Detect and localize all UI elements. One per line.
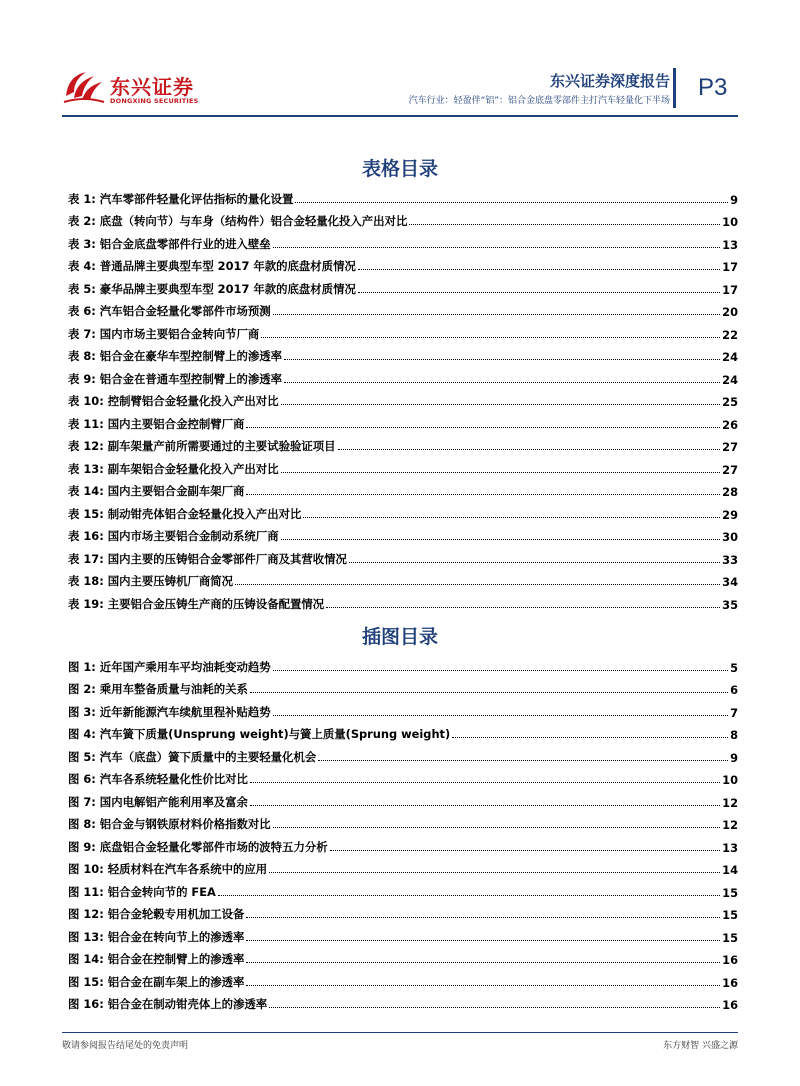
toc-entry-page: 12 [722,795,738,810]
toc-entry-page: 24 [722,350,738,364]
toc-entry-page: 6 [730,683,738,697]
toc-entry[interactable] [68,387,738,410]
toc-entry-label: 图 4: 汽车簧下质量(Unsprung weight)与簧上质量(Sprung weight) [68,727,451,741]
toc-entry-label: 表 9: 铝合金在普通车型控制臂上的渗透率 [68,371,283,386]
toc-leader-dots [326,607,720,608]
toc-leader-dots [218,895,720,896]
toc-entry-label: 表 1: 汽车零部件轻量化评估指标的量化设置 [68,191,294,206]
toc-entry[interactable] [68,967,738,990]
toc-entry-page: 26 [722,417,738,432]
toc-leader-dots [273,827,720,828]
toc-entry-page: 16 [722,998,738,1012]
toc-entry-label: 图 7: 国内电解铝产能利用率及富余 [68,794,248,809]
toc-entry-page: 9 [730,750,738,765]
toc-leader-dots [246,940,720,941]
toc-entry-label: 图 2: 乘用车整备质量与油耗的关系 [68,682,248,696]
footer-rule [62,1032,738,1033]
toc-entry[interactable] [68,454,738,477]
toc-entry[interactable] [68,274,738,297]
toc-leader-dots [273,247,720,248]
toc-entry-page: 5 [730,660,738,675]
toc-entry-page: 30 [722,530,738,544]
toc-entry-label: 表 6: 汽车铝合金轻量化零部件市场预测 [68,304,271,318]
toc-entry-label: 表 19: 主要铝合金压铸生产商的压铸设备配置情况 [68,596,325,611]
toc-leader-dots [273,314,720,315]
toc-entry-page: 35 [722,597,738,612]
report-subtitle: 汽车行业：轻盈伴“铝”：铝合金底盘零部件主打汽车轻量化下半场 [408,96,670,106]
toc-entry-page: 16 [722,975,738,990]
toc-entry-page: 7 [730,705,738,720]
toc-entry-page: 13 [722,237,738,252]
toc-leader-dots [250,692,728,693]
footer-slogan: 东方财智 兴盛之源 [663,1041,738,1051]
toc-entry[interactable] [68,432,738,455]
logo-emblem-icon [62,66,106,106]
toc-entry-label: 表 14: 国内主要铝合金副车架厂商 [68,484,245,498]
toc-entry-page: 29 [722,507,738,522]
toc-leader-dots [281,539,721,540]
toc-entry-page: 10 [722,215,738,229]
toc-entry[interactable] [68,945,738,968]
page-header [62,64,738,122]
toc-entry-page: 9 [730,192,738,207]
toc-entry-label: 表 2: 底盘（转向节）与车身（结构件）铝合金轻量化投入产出对比 [68,214,408,228]
toc-entry[interactable] [68,342,738,365]
toc-entry[interactable] [68,720,738,743]
toc-entry-label: 图 8: 铝合金与钢铁原材料价格指数对比 [68,817,271,831]
toc-leader-dots [246,962,720,963]
logo-subtext: DONGXING SECURITIES [110,97,199,105]
toc-entry-label: 图 14: 铝合金在控制臂上的渗透率 [68,952,245,966]
toc-entry-label: 表 5: 豪华品牌主要典型车型 2017 年款的底盘材质情况 [68,281,356,296]
tables-toc-list [68,184,738,612]
toc-entry-page: 17 [722,282,738,297]
toc-entry-page: 14 [722,863,738,877]
toc-entry-page: 20 [722,305,738,319]
toc-entry-label: 表 3: 铝合金底盘零部件行业的进入壁垒 [68,236,271,251]
toc-entry-page: 17 [722,260,738,274]
toc-entry-page: 34 [722,575,738,589]
toc-entry-label: 图 11: 铝合金转向节的 FEA [68,884,216,899]
toc-entry-label: 图 5: 汽车（底盘）簧下质量中的主要轻量化机会 [68,749,317,764]
toc-leader-dots [246,917,720,918]
toc-entry[interactable] [68,364,738,387]
toc-entry[interactable] [68,922,738,945]
toc-entry-label: 表 11: 国内主要铝合金控制臂厂商 [68,416,245,431]
toc-entry-label: 表 16: 国内市场主要铝合金制动系统厂商 [68,529,279,543]
toc-entry[interactable] [68,787,738,810]
toc-entry-label: 表 13: 副车架铝合金轻量化投入产出对比 [68,461,279,476]
toc-leader-dots [452,737,728,738]
toc-entry[interactable] [68,900,738,923]
toc-leader-dots [246,494,720,495]
toc-entry-page: 8 [730,728,738,742]
toc-entry-label: 图 10: 轻质材料在汽车各系统中的应用 [68,862,268,876]
toc-entry-page: 27 [722,440,738,454]
toc-leader-dots [338,449,721,450]
toc-entry[interactable] [68,567,738,590]
toc-entry[interactable] [68,544,738,567]
toc-entry[interactable] [68,522,738,545]
toc-entry[interactable] [68,652,738,675]
toc-entry-label: 图 3: 近年新能源汽车续航里程补贴趋势 [68,704,271,719]
toc-entry-label: 表 18: 国内主要压铸机厂商简况 [68,574,234,588]
toc-leader-dots [281,404,721,405]
toc-leader-dots [246,985,720,986]
figures-section-title: 插图目录 [361,626,438,648]
header-divider [673,68,676,108]
toc-entry-page: 15 [722,930,738,945]
toc-leader-dots [250,782,720,783]
company-logo [62,64,212,110]
toc-entry-label: 图 1: 近年国产乘用车平均油耗变动趋势 [68,659,271,674]
report-title: 东兴证券深度报告 [549,72,670,90]
figures-toc-list [68,652,738,1012]
toc-entry-label: 图 15: 铝合金在副车架上的渗透率 [68,974,245,989]
toc-leader-dots [358,269,720,270]
toc-entry[interactable] [68,409,738,432]
toc-entry-label: 图 6: 汽车各系统轻量化性价比对比 [68,772,248,786]
toc-entry-page: 15 [722,885,738,900]
toc-entry[interactable] [68,675,738,698]
toc-leader-dots [358,292,720,293]
toc-entry-page: 16 [722,953,738,967]
toc-leader-dots [235,584,720,585]
toc-entry-label: 表 12: 副车架量产前所需要通过的主要试验验证项目 [68,439,336,453]
toc-entry-page: 12 [722,818,738,832]
toc-entry-page: 15 [722,908,738,922]
toc-leader-dots [284,359,720,360]
toc-entry-label: 表 7: 国内市场主要铝合金转向节厂商 [68,326,260,341]
toc-entry[interactable] [68,877,738,900]
toc-entry[interactable] [68,810,738,833]
toc-entry-label: 表 17: 国内主要的压铸铝合金零部件厂商及其营收情况 [68,551,347,566]
toc-entry-page: 28 [722,485,738,499]
toc-entry[interactable] [68,855,738,878]
toc-entry-label: 图 13: 铝合金在转向节上的渗透率 [68,929,245,944]
toc-entry[interactable] [68,765,738,788]
logo-text: 东兴证券 [110,75,194,99]
toc-entry[interactable] [68,742,738,765]
header-rule [62,115,738,117]
toc-entry[interactable] [68,697,738,720]
toc-leader-dots [318,760,728,761]
toc-entry[interactable] [68,229,738,252]
toc-leader-dots [330,850,721,851]
toc-entry-label: 图 16: 铝合金在制动钳壳体上的渗透率 [68,997,268,1011]
page-number: P3 [698,74,728,101]
toc-leader-dots [250,805,720,806]
toc-entry[interactable] [68,297,738,320]
toc-leader-dots [284,382,720,383]
toc-leader-dots [349,562,720,563]
toc-entry[interactable] [68,252,738,275]
toc-entry-label: 图 9: 底盘铝合金轻量化零部件市场的波特五力分析 [68,839,328,854]
toc-leader-dots [295,202,728,203]
toc-entry-page: 10 [722,773,738,787]
toc-entry-page: 13 [722,840,738,855]
toc-entry-page: 25 [722,395,738,409]
toc-entry-label: 图 12: 铝合金轮毂专用机加工设备 [68,907,245,921]
toc-leader-dots [303,517,720,518]
toc-leader-dots [261,337,720,338]
toc-entry[interactable] [68,499,738,522]
toc-entry-page: 33 [722,552,738,567]
toc-entry-label: 表 15: 制动钳壳体铝合金轻量化投入产出对比 [68,506,302,521]
tables-section-title: 表格目录 [361,158,438,180]
toc-entry-label: 表 10: 控制臂铝合金轻量化投入产出对比 [68,394,279,408]
toc-entry[interactable] [68,477,738,500]
toc-entry[interactable] [68,319,738,342]
toc-entry[interactable] [68,184,738,207]
toc-entry-label: 表 8: 铝合金在豪华车型控制臂上的渗透率 [68,349,283,363]
toc-leader-dots [273,670,728,671]
toc-leader-dots [273,715,728,716]
toc-entry[interactable] [68,990,738,1013]
toc-leader-dots [281,472,721,473]
toc-leader-dots [269,1007,720,1008]
toc-entry[interactable] [68,589,738,612]
footer-disclaimer: 敬请参阅报告结尾处的免责声明 [62,1041,189,1051]
toc-leader-dots [269,872,720,873]
toc-entry-page: 24 [722,372,738,387]
toc-entry[interactable] [68,832,738,855]
toc-leader-dots [409,224,720,225]
toc-leader-dots [246,427,720,428]
toc-entry[interactable] [68,207,738,230]
toc-entry-label: 表 4: 普通品牌主要典型车型 2017 年款的底盘材质情况 [68,259,356,273]
toc-entry-page: 22 [722,327,738,342]
toc-entry-page: 27 [722,462,738,477]
